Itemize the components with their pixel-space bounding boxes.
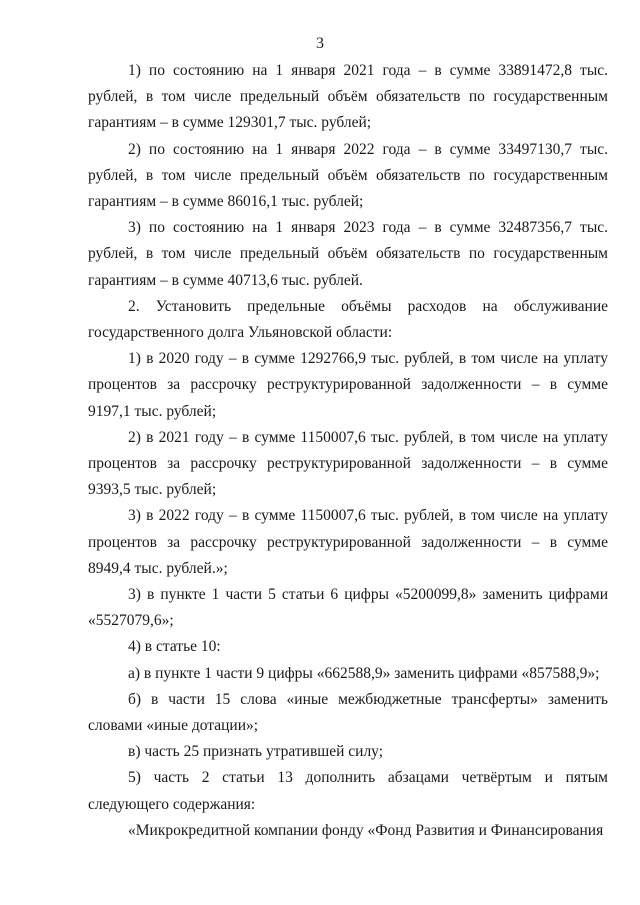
paragraph-debt-service-intro: 2. Установить предельные объёмы расходов на обслуживание государственного долга Ульяновской области: [88, 297, 608, 342]
document-body [88, 58, 608, 844]
paragraph-debt-service-2022: 3) в 2022 году – в сумме 1150007,6 тыс. рублей, в том числе на уплату процентов за рассрочку реструктурированной задолженности – в сумме 8949,4 тыс. рублей.»; [88, 507, 608, 577]
page-number: 3 [316, 35, 324, 52]
paragraph-article-6-amendment: 3) в пункте 1 части 5 статьи 6 цифры «5200099,8» заменить цифрами «5527079,6»; [88, 586, 608, 630]
paragraph-article-13-amendment: 5) часть 2 статьи 13 дополнить абзацами четвёртым и пятым следующего содержания: [88, 769, 608, 813]
paragraph-article-10-b: б) в части 15 слова «иные межбюджетные трансферты» заменить словами «иные дотации»; [88, 690, 608, 735]
paragraph-article-10-a: а) в пункте 1 части 9 цифры «662588,9» заменить цифрами «857588,9»; [128, 664, 600, 682]
paragraph-debt-limit-2023: 3) по состоянию на 1 января 2023 года – в сумме 32487356,7 тыс. рублей, в том числе предельный объём обязательств по государственным гарантиям – в сумме 40713,6 тыс. рублей. [88, 219, 608, 289]
paragraph-debt-service-2020: 1) в 2020 году – в сумме 1292766,9 тыс. рублей, в том числе на уплату процентов за рассрочку реструктурированной задолженности – в сумме 9197,1 тыс. рублей; [88, 350, 608, 420]
paragraph-quoted-text-start: «Микрокредитной компании фонду «Фонд Развития и Финансирования [128, 821, 604, 839]
paragraph-debt-limit-2022: 2) по состоянию на 1 января 2022 года – в сумме 33497130,7 тыс. рублей, в том числе предельный объём обязательств по государственным гарантиям – в сумме 86016,1 тыс. рублей; [88, 140, 608, 211]
paragraph-article-10-header: 4) в статье 10: [128, 638, 221, 656]
paragraph-debt-limit-2021: 1) по состоянию на 1 января 2021 года – в сумме 33891472,8 тыс. рублей, в том числе предельный объём обязательств по государственным гарантиям – в сумме 129301,7 тыс. рублей; [88, 62, 608, 132]
paragraph-article-10-v: в) часть 25 признать утратившей силу; [128, 743, 384, 761]
paragraph-debt-service-2021: 2) в 2021 году – в сумме 1150007,6 тыс. рублей, в том числе на уплату процентов за рассрочку реструктурированной задолженности – в сумме 9393,5 тыс. рублей; [88, 428, 608, 499]
